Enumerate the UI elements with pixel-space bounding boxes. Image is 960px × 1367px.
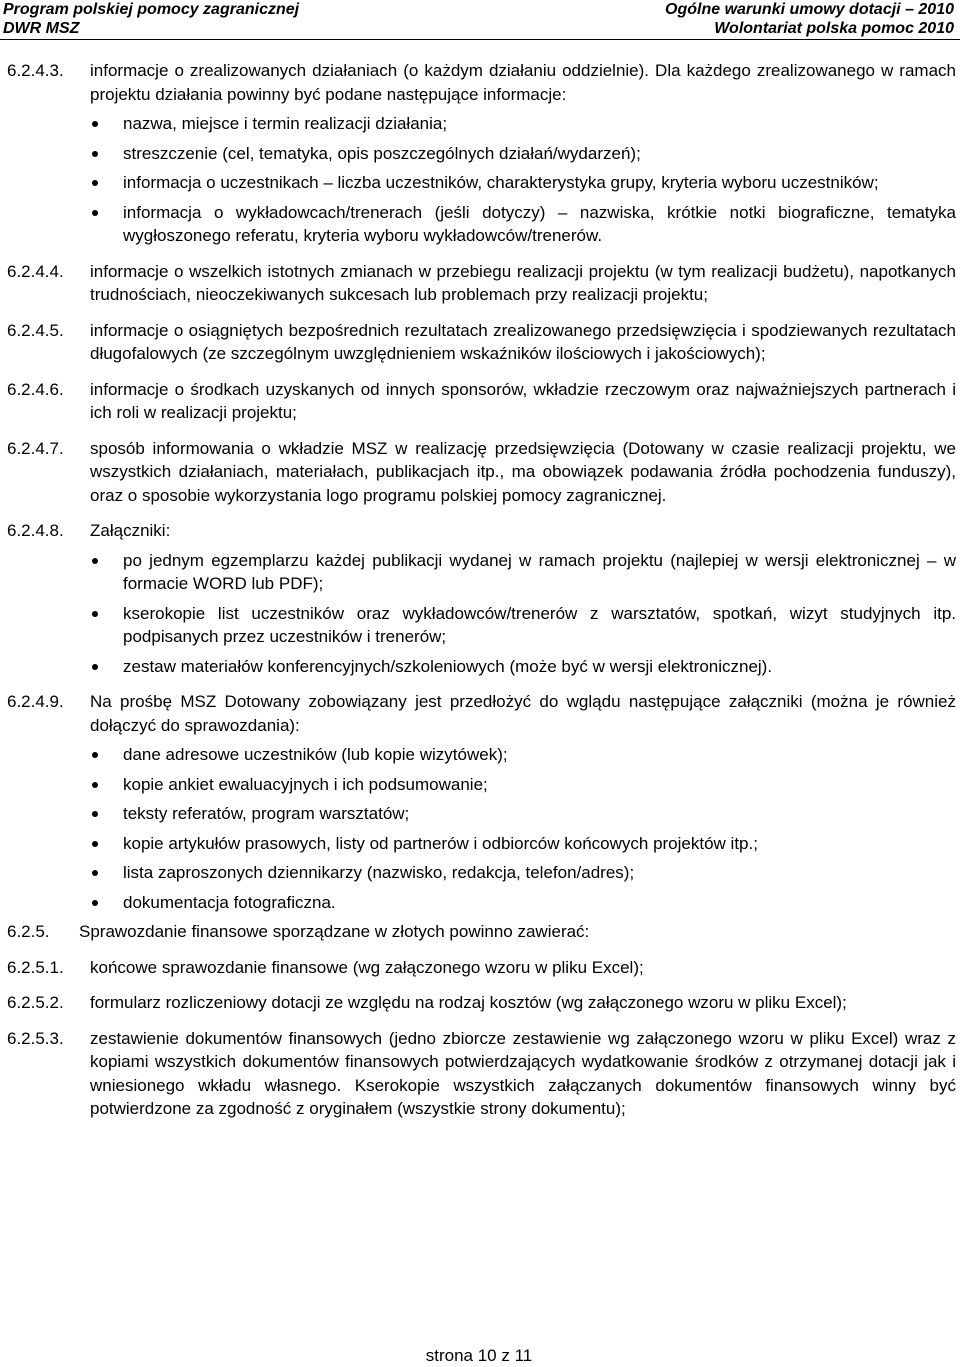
clause-6-2-4-7	[7, 437, 956, 508]
bullet-icon	[92, 611, 98, 617]
bullet-icon	[92, 151, 98, 157]
list-item: dokumentacja fotograficzna.	[90, 891, 956, 915]
clause-text: informacje o zrealizowanych działaniach (o każdym działaniu oddzielnie). Dla każdego zrealizowanego w ramach projektu działania powinny być podane następujące informacje:	[90, 61, 956, 104]
clause-6-2-4-6	[7, 378, 956, 425]
list-item: kserokopie list uczestników oraz wykładowców/trenerów z warsztatów, spotkań, wizyt studyjnych itp. podpisanych przez uczestników i trenerów;	[90, 602, 956, 649]
bullet-icon	[92, 180, 98, 186]
list-item: informacja o uczestnikach – liczba uczestników, charakterystyka grupy, kryteria wyboru uczestników;	[90, 171, 956, 195]
clause-6-2-4-4	[7, 260, 956, 307]
clause-6-2-4-3	[7, 59, 956, 248]
clause-number: 6.2.5.2.	[7, 993, 64, 1012]
clause-text: końcowe sprawozdanie finansowe (wg załączonego wzoru w pliku Excel);	[90, 957, 644, 977]
header-department: DWR MSZ	[3, 20, 80, 37]
clause-text: informacje o wszelkich istotnych zmianach w przebiegu realizacji projektu (w tym realizacji budżetu), napotkanych trudnościach, nieoczekiwanych sukcesach lub problemach przy realizacji projektu;	[90, 261, 956, 304]
clause-number: 6.2.5.1.	[7, 957, 64, 977]
clause-6-2-5-2	[7, 991, 956, 1015]
bullet-icon	[92, 752, 98, 758]
bullet-list	[90, 112, 956, 248]
clause-number: 6.2.4.5.	[7, 320, 64, 340]
header-document-title: Ogólne warunki umowy dotacji – 2010	[665, 1, 954, 18]
bullet-icon	[92, 664, 98, 670]
clause-6-2-4-8	[7, 519, 956, 678]
list-item: kopie artykułów prasowych, listy od partnerów i odbiorców końcowych projektów itp.;	[90, 832, 956, 856]
clause-number: 6.2.4.7.	[7, 438, 64, 458]
clause-6-2-5-1	[7, 956, 956, 980]
list-item: informacja o wykładowcach/trenerach (jeśli dotyczy) – nazwiska, krótkie notki biograficzne, tematyka wygłoszonego referatu, kryteria wyboru wykładowców/trenerów.	[90, 201, 956, 248]
header-program-title: Program polskiej pomocy zagranicznej	[3, 1, 300, 18]
clause-number: 6.2.4.6.	[7, 379, 64, 399]
clause-number: 6.2.4.3.	[7, 61, 64, 80]
list-item: kopie ankiet ewaluacyjnych i ich podsumowanie;	[90, 773, 956, 797]
section-6-2-5	[7, 920, 956, 944]
bullet-icon	[92, 841, 98, 847]
list-item: streszczenie (cel, tematyka, opis poszczególnych działań/wydarzeń);	[90, 142, 956, 166]
clause-number: 6.2.4.8.	[7, 521, 64, 540]
clause-number: 6.2.4.4.	[7, 261, 64, 281]
document-body	[7, 59, 956, 1133]
page-footer	[0, 1346, 960, 1366]
bullet-icon	[92, 782, 98, 788]
clause-number: 6.2.5.3.	[7, 1028, 64, 1048]
header-program-name: Wolontariat polska pomoc 2010	[714, 20, 954, 37]
list-item: nazwa, miejsce i termin realizacji działania;	[90, 112, 956, 136]
list-item: zestaw materiałów konferencyjnych/szkoleniowych (może być w wersji elektronicznej).	[90, 655, 956, 679]
clause-number: 6.2.4.9.	[7, 692, 64, 711]
bullet-icon	[92, 121, 98, 127]
clause-6-2-4-9	[7, 690, 956, 914]
header-divider	[0, 39, 960, 40]
bullet-list	[90, 743, 956, 914]
clause-text: zestawienie dokumentów finansowych (jedno zbiorcze zestawienie wg załączonego wzoru w pliku Excel) wraz z kopiami wszystkich dokumentów finansowych potwierdzających wydatkowanie środków z otrzymanej dotacji jak i wniesionego wkładu własnego. Kserokopie wszystkich załączanych dokumentów finansowych winny być potwierdzone za zgodność z oryginałem (wszystkie strony dokumentu);	[90, 1028, 956, 1118]
clause-6-2-4-5	[7, 319, 956, 366]
clause-text: informacje o środkach uzyskanych od innych sponsorów, wkładzie rzeczowym oraz najważniejszych partnerach i ich roli w realizacji projektu;	[90, 379, 956, 422]
clause-text: Załączniki:	[90, 521, 171, 540]
clause-text: formularz rozliczeniowy dotacji ze względu na rodzaj kosztów (wg załączonego wzoru w pliku Excel);	[90, 993, 847, 1012]
list-item: lista zaproszonych dziennikarzy (nazwisko, redakcja, telefon/adres);	[90, 861, 956, 885]
bullet-icon	[92, 811, 98, 817]
list-item: dane adresowe uczestników (lub kopie wizytówek);	[90, 743, 956, 767]
list-item: teksty referatów, program warsztatów;	[90, 802, 956, 826]
clause-text: sposób informowania o wkładzie MSZ w realizację przedsięwzięcia (Dotowany w czasie realizacji projektu, we wszystkich działaniach, materiałach, publikacjach itp., ma obowiązek podawania źródła pochodzenia funduszy), oraz o sposobie wykorzystania logo programu polskiej pomocy zagranicznej.	[90, 438, 956, 505]
bullet-icon	[92, 210, 98, 216]
page-header	[0, 0, 960, 40]
section-number: 6.2.5.	[7, 922, 50, 941]
clause-text: Na prośbę MSZ Dotowany zobowiązany jest przedłożyć do wglądu następujące załączniki (można je również dołączyć do sprawozdania):	[90, 692, 956, 735]
page-number: strona 10 z 11	[425, 1346, 533, 1365]
bullet-icon	[92, 870, 98, 876]
section-heading: Sprawozdanie finansowe sporządzane w złotych powinno zawierać:	[79, 922, 590, 941]
bullet-list	[90, 549, 956, 679]
bullet-icon	[92, 558, 98, 564]
bullet-icon	[92, 900, 98, 906]
list-item: po jednym egzemplarzu każdej publikacji wydanej w ramach projektu (najlepiej w wersji elektronicznej – w formacie WORD lub PDF);	[90, 549, 956, 596]
clause-6-2-5-3	[7, 1027, 956, 1121]
clause-text: informacje o osiągniętych bezpośrednich rezultatach zrealizowanego przedsięwzięcia i spodziewanych rezultatach długofalowych (ze szczególnym uwzględnieniem wskaźników ilościowych i jakościowych);	[90, 320, 956, 363]
